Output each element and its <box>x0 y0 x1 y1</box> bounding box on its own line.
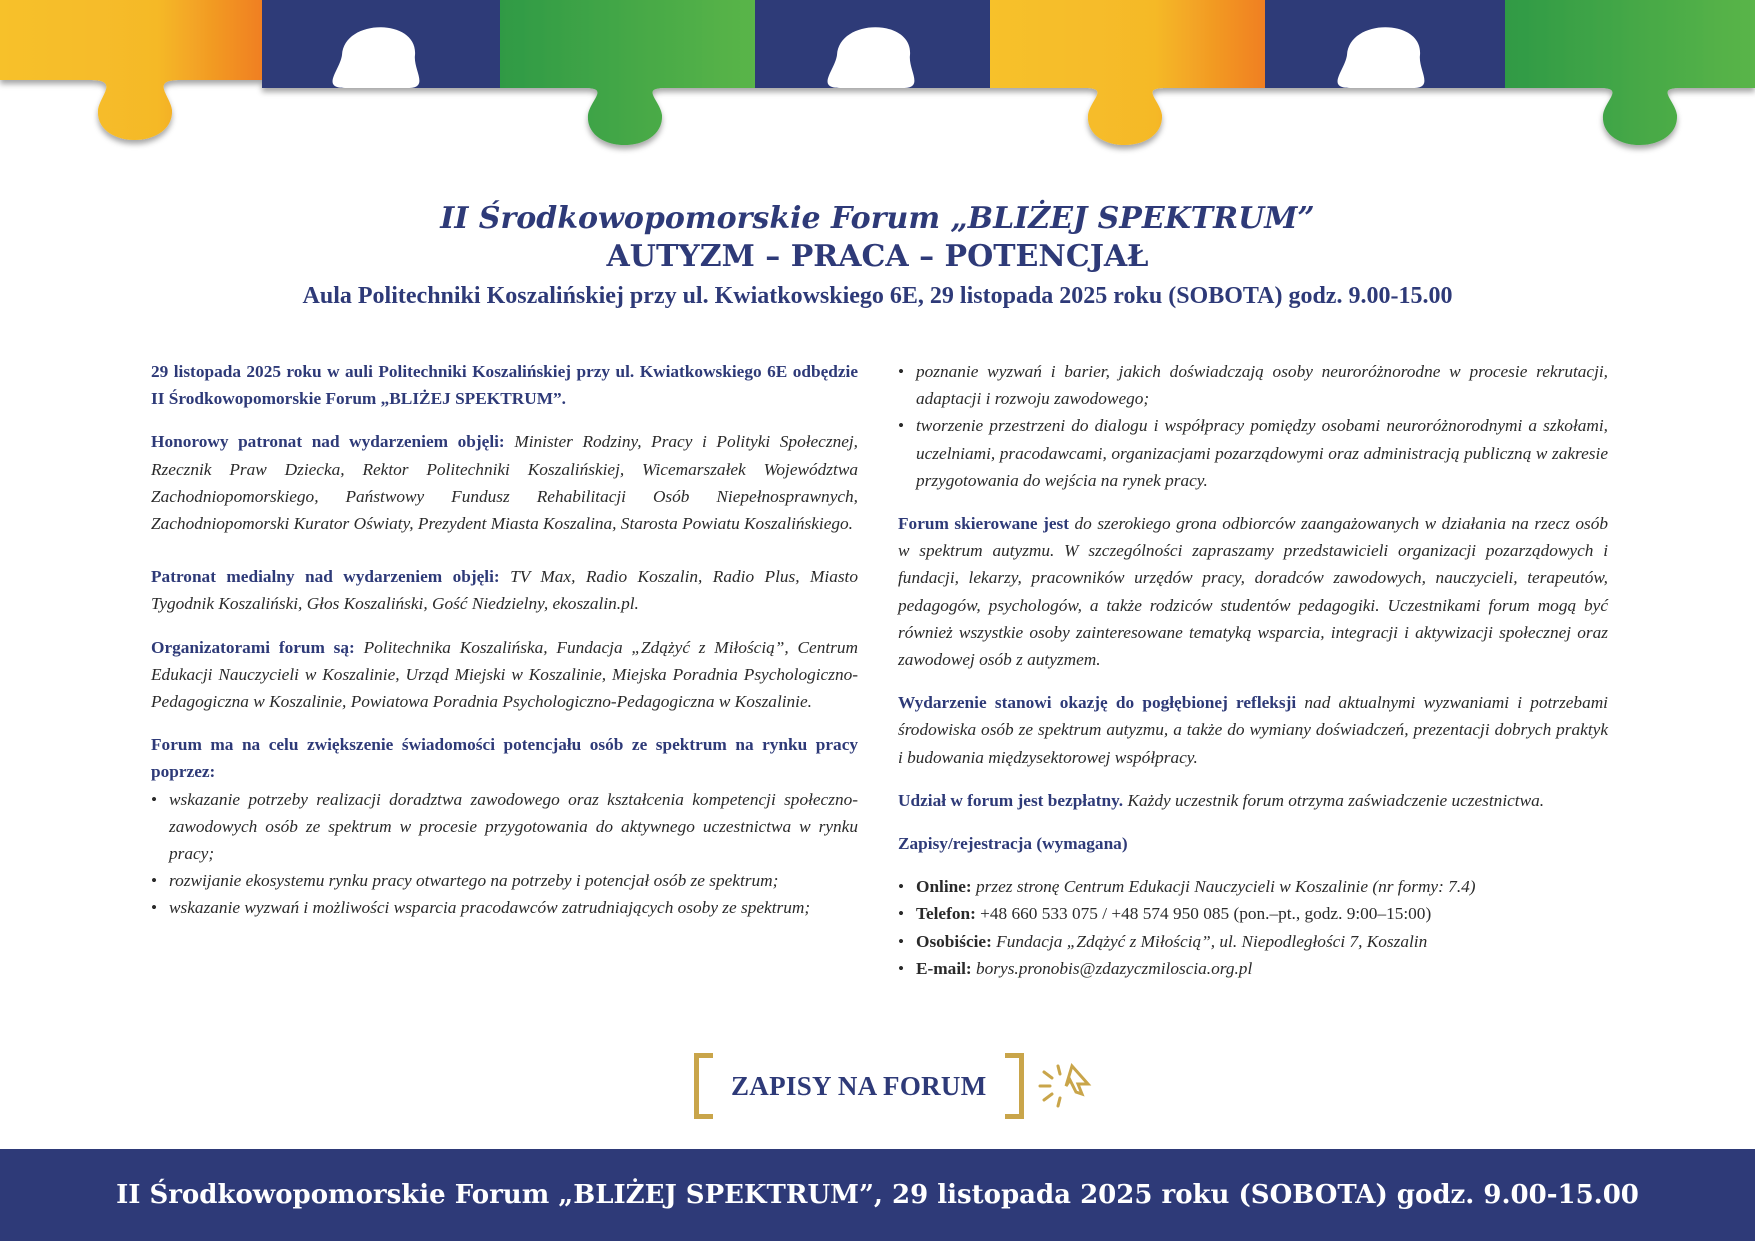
page-title: II Środkowopomorskie Forum „BLIŻEJ SPEKTRUM” <box>440 201 1315 236</box>
footer-text: II Środkowopomorskie Forum „BLIŻEJ SPEKTRUM”, 29 listopada 2025 roku (SOBOTA) godz. 9.00-15.00 <box>116 1180 1639 1210</box>
left-bracket <box>694 1053 713 1119</box>
header <box>0 200 1755 312</box>
intro-paragraph: 29 listopada 2025 roku w auli Politechniki Koszalińskiej przy ul. Kwiatkowskiego 6E odbędzie II Środkowopomorskie Forum „BLIŻEJ SPEKTRUM”. <box>151 362 858 409</box>
registration-phone: • Telefon: +48 660 533 075 / +48 574 950 085 (pon.–pt., godz. 9:00–15:00) <box>898 900 1608 927</box>
footer-banner <box>0 1149 1755 1241</box>
puzzle-piece-yellow <box>990 0 1265 145</box>
registration-email: • E-mail: borys.pronobis@zdazyczmiloscia.org.pl <box>898 955 1608 982</box>
organizers-paragraph: Organizatorami forum są: Politechnika Koszalińska, Fundacja „Zdążyć z Miłością”, Centrum Edukacji Nauczycieli w Koszalinie, Urząd Miejski w Koszalinie, Miejska Poradnia Psychologiczno-Pedagogiczna w Koszalinie, Powiatowa Poradnia Psychologiczno-Pedagogiczna w Koszalinie. <box>151 637 858 712</box>
list-item: • tworzenie przestrzeni do dialogu i współpracy pomiędzy osobami neuroróżnorodnymi a szkołami, uczelniami, pracodawcami, organizacjami pozarządowymi oraz administracją publiczną w zakresie przygotowania do wejścia na rynek pracy. <box>898 412 1608 494</box>
goals-list-continued <box>898 358 1608 494</box>
media-paragraph: Patronat medialny nad wydarzeniem objęli: TV Max, Radio Koszalin, Radio Plus, Miasto Tygodnik Koszaliński, Głos Koszaliński, Gość Niedzielny, ekoszalin.pl. <box>151 567 858 614</box>
honorary-paragraph: Honorowy patronat nad wydarzeniem objęli: Minister Rodziny, Pracy i Polityki Społecznej, Rzecznik Praw Dziecka, Rektor Politechniki Koszalińskiej, Wicemarszałek Województwa Zachodniopomorskiego, Państwowy Fundusz Rehabilitacji Osób Niepełnosprawnych, Zachodniopomorski Kurator Oświaty, Prezydent Miasta Koszalina, Starosta Powiatu Koszalińskiego. <box>151 432 859 534</box>
puzzle-piece-yellow <box>0 0 262 140</box>
free-paragraph: Udział w forum jest bezpłatny. Każdy uczestnik forum otrzyma zaświadczenie uczestnictwa. <box>898 790 1545 810</box>
click-burst-icon <box>1036 1062 1096 1110</box>
goals-list <box>151 786 858 922</box>
registration-heading: Zapisy/rejestracja (wymagana) <box>898 834 1128 854</box>
puzzle-piece-green <box>1505 0 1755 145</box>
right-column <box>898 358 1608 982</box>
page-subtitle: AUTYZM – PRACA – POTENCJAŁ <box>606 239 1149 274</box>
event-location: Aula Politechniki Koszalińskiej przy ul. Kwiatkowskiego 6E, 29 listopada 2025 roku (SOBOTA) godz. 9.00-15.00 <box>302 283 1453 309</box>
registration-in-person: • Osobiście: Fundacja „Zdążyć z Miłością”, ul. Niepodległości 7, Koszalin <box>898 928 1608 955</box>
list-item: • wskazanie wyzwań i możliwości wsparcia pracodawców zatrudniających osoby ze spektrum; <box>151 894 858 921</box>
left-column <box>151 358 858 938</box>
register-button-label: ZAPISY NA FORUM <box>731 1070 987 1101</box>
puzzle-piece-green <box>500 0 755 145</box>
goal-heading: Forum ma na celu zwiększenie świadomości potencjału osób ze spektrum na rynku pracy poprzez: <box>151 735 858 782</box>
list-item: • poznanie wyzwań i barier, jakich doświadczają osoby neuroróżnorodne w procesie rekrutacji, adaptacji i rozwoju zawodowego; <box>898 358 1608 412</box>
list-item: • rozwijanie ekosystemu rynku pracy otwartego na potrzeby i potencjał osób ze spektrum; <box>151 867 858 894</box>
registration-online: • Online: przez stronę Centrum Edukacji Nauczycieli w Koszalinie (nr formy: 7.4) <box>898 873 1608 900</box>
right-bracket <box>1005 1053 1024 1119</box>
puzzle-banner <box>0 0 1755 170</box>
registration-list <box>898 873 1608 982</box>
register-button[interactable] <box>694 1056 1096 1116</box>
reflection-paragraph: Wydarzenie stanowi okazję do pogłębionej refleksji nad aktualnymi wyzwaniami i potrzebami środowiska osób ze spektrum autyzmu, a także do wymiany doświadczeń, prezentacji dobrych praktyk i budowania międzysektorowej współpracy. <box>898 693 1608 767</box>
audience-paragraph: Forum skierowane jest do szerokiego grona odbiorców zaangażowanych w działania na rzecz osób w spektrum autyzmu. W szczególności zapraszamy przedstawicieli organizacji pozarządowych i fundacji, lekarzy, pracowników urzędów pracy, doradców zawodowych, nauczycieli, terapeutów, pedagogów, psychologów, a także rodziców studentów pedagogiki. Uczestnikami forum mogą być również wszystkie osoby zainteresowane tematyką wsparcia, integracji i aktywizacji społecznej oraz zawodowej osób z autyzmem. <box>898 514 1608 670</box>
list-item: • wskazanie potrzeby realizacji doradztwa zawodowego oraz kształcenia kompetencji społeczno-zawodowych osób ze spektrum w procesie przygotowania do aktywnego uczestnictwa w rynku pracy; <box>151 786 858 868</box>
